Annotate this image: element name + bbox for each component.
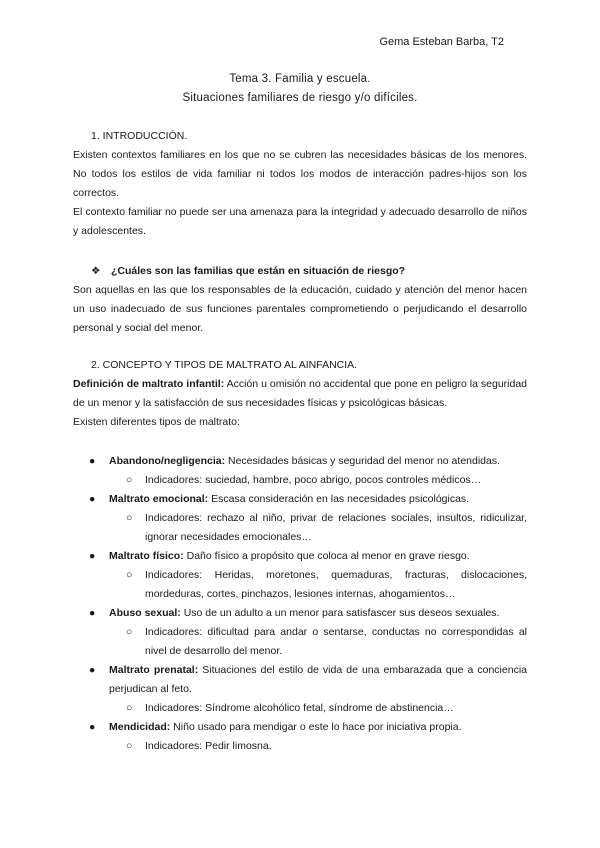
bullet-icon: ● — [89, 721, 96, 733]
bullet-icon: ● — [89, 550, 96, 562]
bullet-icon: ● — [89, 493, 96, 505]
indicator-text: Indicadores: Pedir limosna. — [145, 740, 272, 752]
indicator-text: Indicadores: suciedad, hambre, poco abrigo, pocos controles médicos… — [145, 474, 482, 486]
item-label: Maltrato prenatal: — [109, 664, 199, 676]
sub-list-item — [109, 471, 527, 490]
list-item — [73, 547, 527, 604]
list-item — [73, 718, 527, 756]
intro-paragraph-2: El contexto familiar no puede ser una amenaza para la integridad y adecuado desarrollo de niños y adolescentes. — [73, 206, 527, 237]
risk-question — [91, 262, 527, 281]
sub-list-item — [109, 566, 527, 604]
circle-bullet-icon: ○ — [126, 626, 133, 638]
intro-paragraph-1: Existen contextos familiares en los que no se cubren las necesidades básicas de los menores. No todos los estilos de vida familiar ni todos los modos de interacción padres-hijos son los correctos. — [73, 149, 527, 199]
author-header: Gema Esteban Barba, T2 — [379, 36, 504, 48]
circle-bullet-icon: ○ — [126, 512, 133, 524]
list-item — [73, 661, 527, 718]
item-label: Abuso sexual: — [109, 607, 181, 619]
sub-list-item — [109, 699, 527, 718]
sub-list-item — [109, 623, 527, 661]
bullet-icon: ● — [89, 664, 96, 676]
item-text: Situaciones del estilo de vida de una embarazada que a conciencia perjudican al feto. — [109, 664, 527, 695]
circle-bullet-icon: ○ — [126, 740, 133, 752]
item-text: Niño usado para mendigar o este lo hace por iniciativa propia. — [170, 721, 462, 733]
section-2-heading: 2. CONCEPTO Y TIPOS DE MALTRATO AL AINFANCIA. — [91, 359, 358, 371]
risk-question-text: ¿Cuáles son las familias que están en situación de riesgo? — [111, 265, 406, 277]
item-text: Daño físico a propósito que coloca al menor en grave riesgo. — [183, 550, 470, 562]
risk-answer: Son aquellas en las que los responsables de la educación, cuidado y atención del menor hacen un uso inadecuado de sus funciones parentales comprometiendo o perjudicando el desarrollo personal y social del menor. — [73, 284, 527, 334]
circle-bullet-icon: ○ — [126, 569, 133, 581]
definition-text: Acción u omisión no accidental que pone en peligro la seguridad de un menor y la satisfacción de sus necesidades físicas y psicológicas básicas. — [73, 378, 528, 409]
item-text: Uso de un adulto a un menor para satisfascer sus deseos sexuales. — [180, 607, 500, 619]
definition-label: Definición de maltrato infantil: — [73, 378, 225, 390]
section-1-heading: 1. INTRODUCCIÓN. — [91, 130, 188, 142]
indicator-text: Indicadores: Síndrome alcohólico fetal, síndrome de abstinencia… — [145, 702, 454, 714]
list-item — [73, 604, 527, 661]
circle-bullet-icon: ○ — [126, 474, 133, 486]
title-line-2: Situaciones familiares de riesgo y/o difíciles. — [182, 92, 418, 104]
item-label: Maltrato físico: — [109, 550, 184, 562]
item-text: Escasa consideración en las necesidades psicológicas. — [208, 493, 470, 505]
definition-paragraph — [73, 375, 527, 413]
indicator-text: Indicadores: Heridas, moretones, quemaduras, fracturas, dislocaciones, mordeduras, cortes, pinchazos, lesiones internas, ahogamientos… — [145, 569, 527, 600]
document-title — [0, 70, 600, 108]
sub-list-item — [109, 509, 527, 547]
document-body — [73, 127, 527, 756]
list-item — [73, 452, 527, 490]
item-label: Abandono/negligencia: — [109, 455, 226, 467]
item-label: Mendicidad: — [109, 721, 171, 733]
diamond-bullet-icon: ❖ — [91, 265, 101, 277]
title-line-1: Tema 3. Familia y escuela. — [229, 73, 371, 85]
sub-list-item — [109, 737, 527, 756]
item-label: Maltrato emocional: — [109, 493, 209, 505]
indicator-text: Indicadores: dificultad para andar o sentarse, conductas no correspondidas al nivel de desarrollo del menor. — [145, 626, 527, 657]
circle-bullet-icon: ○ — [126, 702, 133, 714]
bullet-icon: ● — [89, 607, 96, 619]
maltreatment-types-list — [73, 452, 527, 756]
list-item — [73, 490, 527, 547]
item-text: Necesidades básicas y seguridad del menor no atendidas. — [225, 455, 501, 467]
bullet-icon: ● — [89, 455, 96, 467]
indicator-text: Indicadores: rechazo al niño, privar de relaciones sociales, insultos, ridiculizar, ignorar necesidades emocionales… — [145, 512, 527, 543]
types-intro: Existen diferentes tipos de maltrato: — [73, 416, 240, 428]
